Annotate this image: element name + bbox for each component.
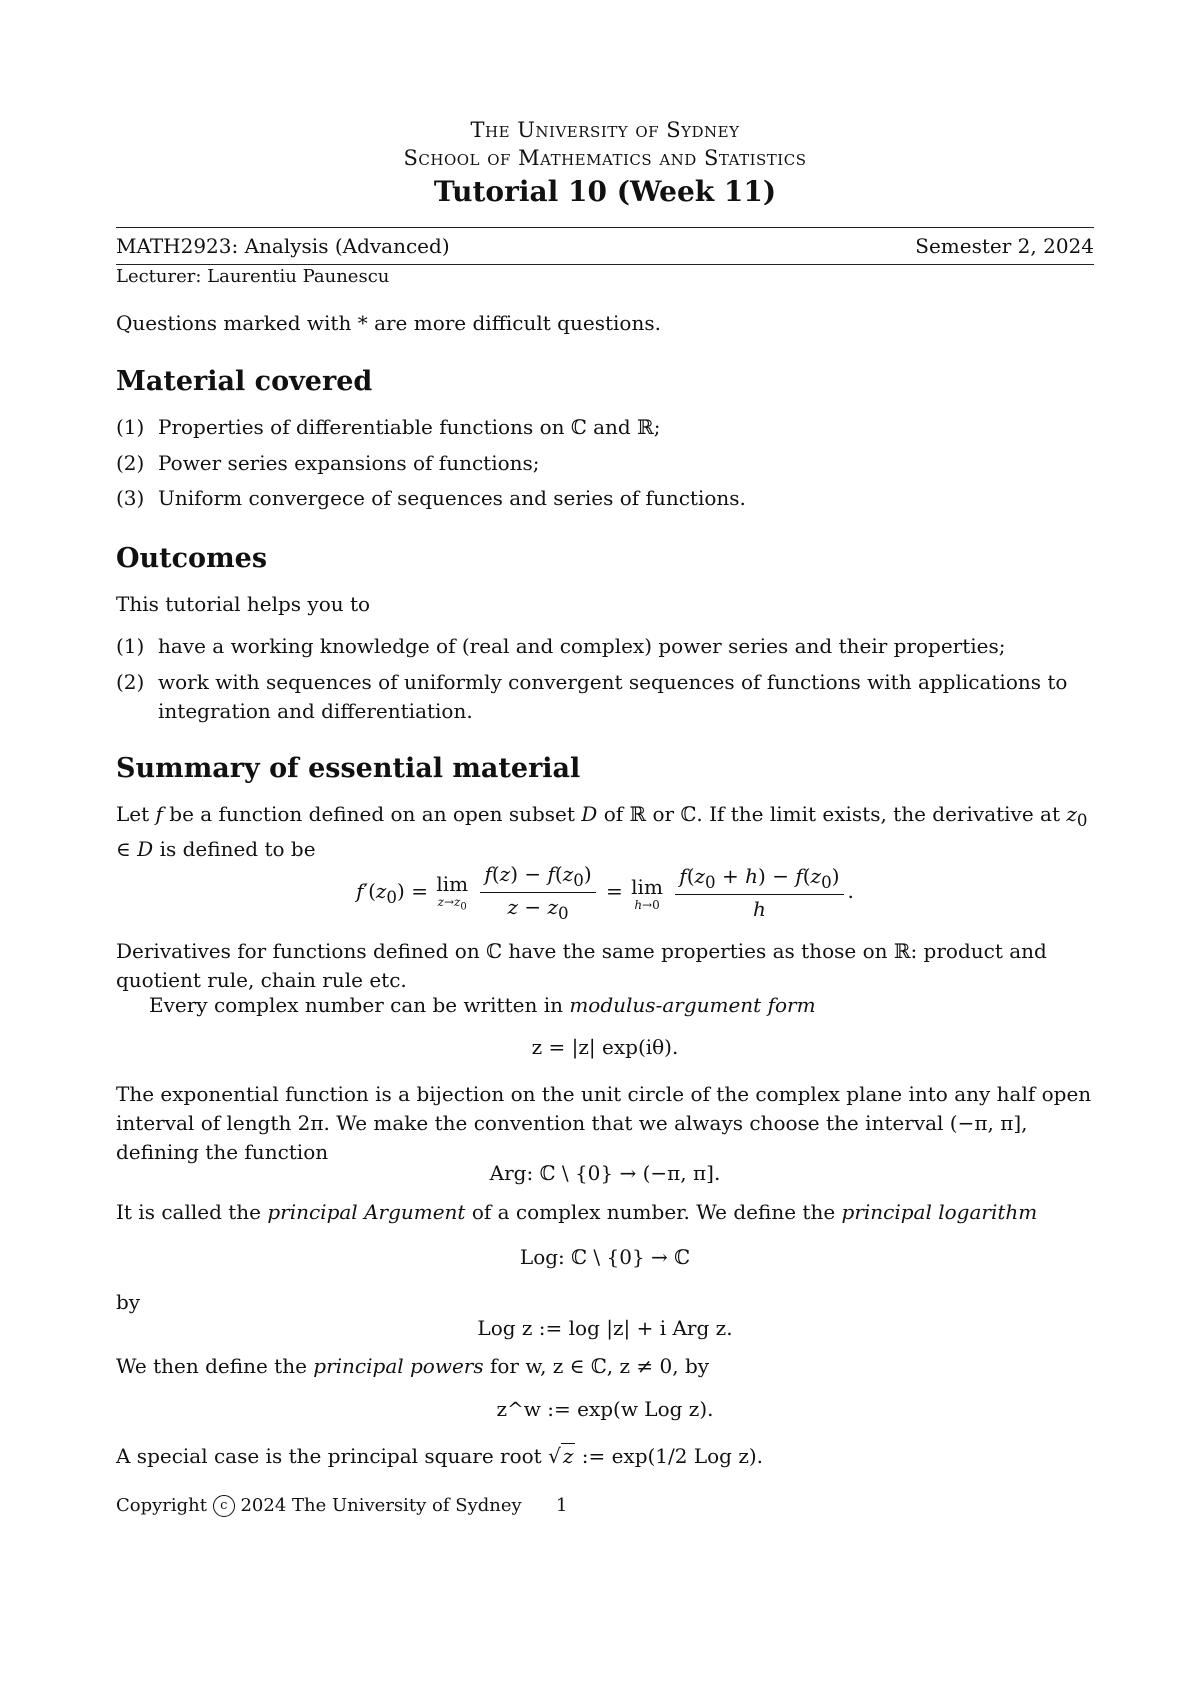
modulus-argument-paragraph: Every complex number can be written in modulus-argument form xyxy=(149,993,816,1017)
derivative-equation: $f'(z_0)$ = lim $z\to z_0$ $\frac{f(z) - f(z_0)}{z - z_0}$ = lim h→0 $\frac{f(z_0 + h) - f(z_0)}{h}$ . xyxy=(356,862,854,923)
exponential-paragraph: The exponential function is a bijection on the unit circle of the complex plane into any half open interval of length 2π. We make the convention that we always choose the interval (−π, π], defining the function xyxy=(116,1082,1092,1164)
powers-paragraph: We then define the principal powers for w, z ∈ ℂ, z ≠ 0, by xyxy=(116,1354,710,1378)
copyright-icon: c xyxy=(213,1495,235,1517)
arg-equation: Arg: ℂ \ {0} → (−π, π]. xyxy=(489,1161,721,1185)
by-text: by xyxy=(116,1290,141,1314)
document-page xyxy=(116,0,1094,1696)
summary-heading: Summary of essential material xyxy=(116,753,581,784)
item-number: (3) xyxy=(116,486,145,510)
argument-paragraph: It is called the principal Argument of a complex number. We define the principal logarithm xyxy=(116,1200,1038,1224)
modulus-argument-equation: z = |z| exp(iθ). xyxy=(531,1035,679,1059)
item-text: Power series expansions of functions; xyxy=(158,451,540,475)
item-number: (1) xyxy=(116,415,145,439)
derivative-paragraph: Let f be a function defined on an open subset D of ℝ or ℂ. If the limit exists, the derivative at $z_0$ ∈ D is defined to be xyxy=(116,802,1088,861)
item-text: work with sequences of uniformly convergent sequences of functions with applications to integration and differentiation. xyxy=(158,670,1068,723)
course-code: MATH2923: Analysis (Advanced) xyxy=(116,234,450,258)
item-text: have a working knowledge of (real and complex) power series and their properties; xyxy=(158,634,1006,658)
semester-label: Semester 2, 2024 xyxy=(915,234,1094,258)
log-definition-equation: Log z := log |z| + i Arg z. xyxy=(477,1316,733,1340)
power-equation: z^w := exp(w Log z). xyxy=(496,1397,714,1421)
copyright-notice: Copyright c 2024 The University of Sydney xyxy=(116,1495,522,1516)
log-equation: Log: ℂ \ {0} → ℂ xyxy=(519,1245,691,1269)
lecturer-label: Lecturer: Laurentiu Paunescu xyxy=(116,266,390,287)
outcomes-lead: This tutorial helps you to xyxy=(116,592,371,616)
intro-note: Questions marked with * are more difficult questions. xyxy=(116,311,661,335)
page-number: 1 xyxy=(556,1495,568,1516)
top-rule xyxy=(116,227,1094,228)
item-text: Uniform convergece of sequences and series of functions. xyxy=(158,486,746,510)
school-name: School of Mathematics and Statistics xyxy=(403,146,807,170)
page-title: Tutorial 10 (Week 11) xyxy=(433,175,777,208)
item-number: (2) xyxy=(116,451,145,475)
university-name: The University of Sydney xyxy=(470,118,740,142)
outcomes-heading: Outcomes xyxy=(116,543,268,574)
item-text: Properties of differentiable functions on ℂ and ℝ; xyxy=(158,415,661,439)
square-root-paragraph: A special case is the principal square root √ z := exp(1/2 Log z). xyxy=(116,1444,764,1468)
item-number: (2) xyxy=(116,670,145,694)
derivative-properties: Derivatives for functions defined on ℂ have the same properties as those on ℝ: product and quotient rule, chain rule etc. xyxy=(116,939,1047,992)
item-number: (1) xyxy=(116,634,145,658)
material-heading: Material covered xyxy=(116,366,373,397)
bottom-rule xyxy=(116,264,1094,265)
